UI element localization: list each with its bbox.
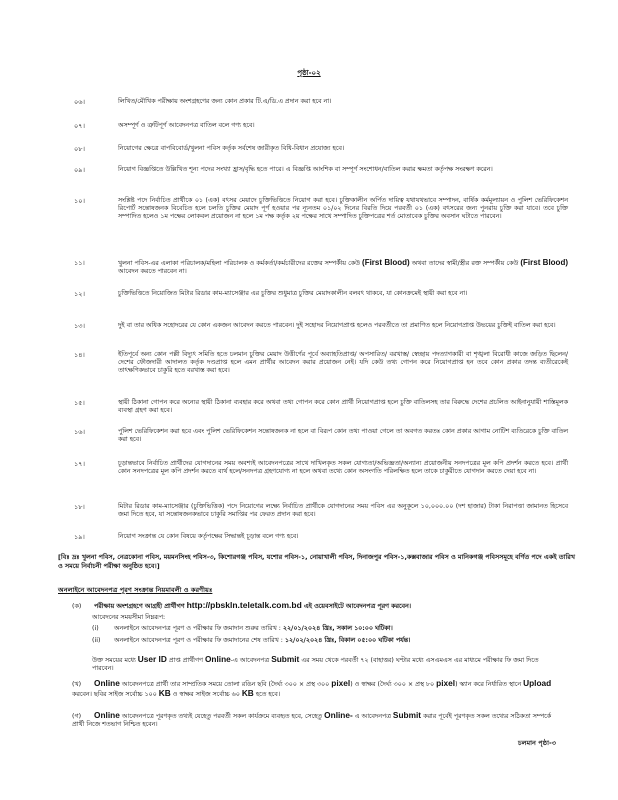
rule-ga bbox=[72, 711, 564, 729]
item-text: স্থায়ী ঠিকানা গোপন করে অন্যের স্থায়ী ঠিকানা ব্যবহার করে অথবা তথ্য গোপন করে কোন প্রার্থী নিয়োগপ্রাপ্ত হলে চুক্তি বাতিলসহ তার বিরুদ্ধে দেশের প্রচলিত আইনানুযায়ী শাস্তিমূলক ব্যবস্থা গ্রহণ করা হবে। bbox=[118, 399, 568, 415]
item-number: ১৮। bbox=[74, 503, 85, 511]
item-text: চুক্তিভিত্তিতে নিয়োজিত মিটার রিডার কাম-ম্যাসেঞ্জার এর চুক্তির শুধুমাত্র চুক্তির মেয়াদকালীন বলবৎ থাকবে, যা কোনক্রমেই স্থায়ী করা হবে না। bbox=[118, 290, 468, 297]
page-number: পৃষ্ঠা-০২ bbox=[297, 69, 321, 77]
rule-text: ও স্বাক্ষর সাইজ সর্বোচ্চ ৬০ bbox=[172, 691, 240, 699]
rule-text: ) ও স্বাক্ষর (দৈর্ঘ্য ৩০০ × প্রস্থ ৮০ bbox=[350, 681, 435, 688]
item-number: ০৮। bbox=[74, 145, 85, 153]
rule-label: (গ) bbox=[72, 713, 82, 720]
item-text: দুই বা তার অধিক সহোদরের যে কোন একজন আবেদন করতে পারবেন। দুই সহোদর নিয়োগপ্রাপ্ত হলেও পরবর্তীতে তা প্রমাণিত হলে নিয়োগপ্রাপ্ত উভয়ের চুক্তিই বাতিল করা হবে। bbox=[118, 322, 556, 329]
rule-text: ) স্ক্যান করে নির্ধারিত স্থানে bbox=[455, 681, 522, 688]
submit-label: Submit bbox=[392, 710, 422, 720]
item-number: ১৬। bbox=[74, 428, 85, 436]
item-text: অসম্পূর্ণ ও ত্রুটিপূর্ণ আবেদনপত্র বাতিল বলে গণ্য হবে। bbox=[118, 122, 255, 129]
item-number: ০৭। bbox=[74, 122, 85, 130]
rule-text: এর সময় থেকে পরবর্তী ৭২ (বাহাত্তর) ঘণ্টার মধ্যে এসএমএস এর মাধ্যমে পরীক্ষার ফি জমা দিতে পারবেন। bbox=[92, 657, 539, 673]
item-text-part: খুলনা পবিস-এর এলাকা পরিচালক/মহিলা পরিচালক ও কর্মকর্তা/কর্মচারীদের রক্তের সম্পর্কীয় কেউ bbox=[118, 260, 360, 267]
rule-text: আবেদনপত্রে প্রার্থী তার সাম্প্রতিক সময়ে তোলা রঙিন ছবি (দৈর্ঘ্য ৩০০ × প্রস্থ ৩০০ bbox=[121, 681, 330, 688]
rule-text: হতে হবে। bbox=[255, 691, 280, 699]
item-text: সংশ্লিষ্ট পদে নির্বাচিত প্রার্থীকে ০১ (এক) বৎসর মেয়াদে চুক্তিভিত্তিতে নিয়োগ করা হবে। চুক্তিকালীন অর্পিত দায়িত্ব যথাযথভাবে সম্পাদন, বার্ষিক কর্মমূল্যায়ন ও পুলিশ ভেরিফিকেশন রিপোর্ট সন্তোষজনক বিবেচিত হলে চলতি চুক্তির মেয়াদ পূর্ণ হওয়ার পর ন্যূনতম ০১/০২ দিনের বিরতি দিয়ে পরবর্তী ০১ (এক) বৎসরের জন্য পুনরায় চুক্তি করা যাবে। তবে চুক্তি সম্পাদিত হলেও ১ম পক্ষের লোকবল প্রয়োজন না হলে ১ম পক্ষ কর্তৃক ২য় পক্ষের সাথে সম্পাদিত চুক্তিপত্রের শর্ত মোতাবেক চুক্তির অবসান ঘটাতে পারবেন। bbox=[118, 197, 568, 221]
online-label: Online- bbox=[324, 710, 353, 720]
rule-label: (ক) bbox=[72, 603, 82, 610]
rule-text: -এ আবেদনপত্র bbox=[230, 657, 270, 664]
upload-label: Upload bbox=[523, 678, 552, 688]
pixel-label: pixel bbox=[331, 678, 351, 688]
item-text: মিটার রিডার কাম-ম্যাসেঞ্জার (চুক্তিভিত্তিক) পদে নিয়োগের লক্ষ্যে নির্বাচিত প্রার্থীকে যোগদানের সময় পবিস এর অনুকূলে ১০,০০০.০০ (দশ হাজার) টাকা নিরাপত্তা জামানত হিসেবে জমা দিতে হবে, যা সন্তোষজনকভাবে চাকুরি সমাপ্তির পর ফেরত প্রদান করা হবে। bbox=[118, 503, 568, 519]
rule-label: (খ) bbox=[72, 681, 82, 688]
item-text: লিখিত/মৌখিক পরীক্ষায় অংশগ্রহণের জন্য কোন প্রকার টি.এ/ডি.এ প্রদান করা হবে না। bbox=[118, 98, 332, 105]
rule-text: পরীক্ষায় অংশগ্রহণে আগ্রহী প্রার্থীগণ bbox=[94, 603, 185, 610]
schedule-date: ১২/০২/২০২৪ খ্রিঃ, বিকাল ০৫:০০ ঘটিকা পর্যন্ত। bbox=[284, 637, 411, 644]
schedule-heading: আবেদনের সময়সীমা নিম্নরূপ: bbox=[92, 614, 166, 621]
rule-ka-note bbox=[92, 655, 562, 673]
rule-kha bbox=[72, 679, 564, 699]
item-text: ইতিপূর্বে অন্য কোন পল্লী বিদ্যুৎ সমিতি হতে চলমান চুক্তির মেয়াদ উত্তীর্ণের পূর্বে অব্যাহতিপ্রাপ্ত/ অপসারিত/ বরখাস্ত/ স্বেচ্ছায় পদত্যাগকারী বা শৃঙ্খলা বিরোধী কাজে জড়িত ছিলেন/দেশের ফৌজদারী আদালত কর্তৃক দণ্ডপ্রাপ্ত হলে এমন প্রার্থীর আবেদন করার প্রয়োজন নেই। যদি কেউ তথ্য গোপন করে নিয়োগপ্রাপ্ত হন তবে কোন প্রকার তদন্ত ব্যতীরেকেই তাৎক্ষণিকভাবে চাকুরি হতে বরখাস্ত করা হবে। bbox=[118, 351, 568, 375]
item-number: ১২। bbox=[74, 290, 85, 298]
rule-text: আবেদনপত্রে পূরণকৃত তথ্যই যেহেতু পরবর্তী সকল কার্যক্রমে ব্যবহৃত হবে, সেহেতু bbox=[121, 713, 323, 720]
continued-page-marker: চলমান পৃষ্ঠা-৩ bbox=[518, 739, 556, 747]
schedule-text: অনলাইনে আবেদনপত্র পূরণ ও পরীক্ষার ফি জমাদানের শেষ তারিখ : bbox=[114, 637, 283, 644]
schedule-row bbox=[92, 637, 592, 645]
item-text: নিয়োগ সংক্রান্ত যে কোন বিষয়ে কর্তৃপক্ষের সিদ্ধান্তই চূড়ান্ত বলে গণ্য হবে। bbox=[118, 533, 299, 540]
item-number: ১৯। bbox=[74, 533, 85, 541]
application-rules-heading: অনলাইনে আবেদনপত্র পূরণ সংক্রান্ত নিয়মাবলী ও করণীয়ঃ bbox=[58, 586, 213, 594]
item-text: নিয়োগ বিজ্ঞপ্তিতে উল্লিখিত শূন্য পদের সংখ্যা হ্রাস/বৃদ্ধি হতে পারে। এ বিজ্ঞপ্তি আংশিক বা সম্পূর্ণ সংশোধন/বাতিল করার ক্ষমতা কর্তৃপক্ষ সংরক্ষণ করেন। bbox=[118, 166, 493, 173]
item-text-part: অথবা তাদের স্বামী/স্ত্রীর রক্ত সম্পর্কীয় কেউ bbox=[411, 260, 519, 267]
item-text: নিয়োগের ক্ষেত্রে বাপবিবোর্ড/খুলনা পবিস কর্তৃক সর্বশেষ জারীকৃত বিধি-বিধান প্রযোজ্য হবে। bbox=[118, 145, 345, 152]
item-number: ০৬। bbox=[74, 98, 85, 106]
schedule-label: (i) bbox=[92, 625, 99, 632]
kb-label: KB bbox=[241, 688, 254, 699]
submit-label: Submit bbox=[271, 654, 300, 664]
item-number: ১৭। bbox=[74, 460, 85, 468]
online-label: Online bbox=[94, 710, 120, 720]
item-text: পুলিশ ভেরিফিকেশন করা হবে এবং পুলিশ ভেরিফিকেশন সন্তোষজনক না হলে বা বিরূপ কোন তথ্য পাওয়া গেলে তা অবগত করতঃ কোন প্রকার আগাম নোটিশ ব্যতিরেকে চুক্তি বাতিল করা হবে। bbox=[118, 428, 568, 444]
item-text: চূড়ান্তভাবে নির্বাচিত প্রার্থীদের যোগদানের সময় অবশ্যই আবেদনপত্রের সাথে দাখিলকৃত সকল যোগ্যতা/অভিজ্ঞতা/অন্যান্য প্রয়োজনীয় সনদপত্রের মূল কপি প্রদর্শন করতে হবে। প্রার্থী কোন সনদপত্রের মূল কপি প্রদর্শন করতে ব্যর্থ হলে/সনদপত্র গ্রহণযোগ্য না হলে অথবা তথ্যে কোন অসংগতি পরিলক্ষিত হলে তাকে চাকুরীতে যোগদান করতে দেয়া হবে না। bbox=[118, 460, 568, 476]
first-blood-label: (First Blood) bbox=[362, 258, 410, 267]
rule-text: এ আবেদনপত্র bbox=[354, 713, 391, 720]
rule-text: করার পূর্বেই পূরণকৃত সকল তথ্যের সঠিকতা সম্পর্কে প্রার্থী নিজে শতভাগ নিশ্চিত হবেন। bbox=[72, 713, 552, 729]
item-text-part: আবেদন করতে পারবেন না। bbox=[118, 268, 187, 276]
schedule-label: (ii) bbox=[92, 637, 101, 644]
rule-text: উক্ত সময়ের মধ্যে bbox=[92, 657, 136, 664]
exam-notice: [বিঃ দ্রঃ খুলনা পবিস, নেত্রকোনা পবিস, ময়মনসিংহ পবিস-৩, কিশোরগঞ্জ পবিস, যশোর পবিস-১, নোয়াখালী পবিস, দিনাজপুর পবিস-১,কক্সবাজার পবিস ও মানিকগঞ্জ পবিসসমূহে বর্ণিত পদে একই তারিখ ও সময়ে নির্বাচনী পরীক্ষা অনুষ্ঠিত হবে।] bbox=[58, 553, 575, 570]
item-number: ০৯। bbox=[74, 166, 85, 174]
pixel-label: pixel bbox=[436, 678, 456, 688]
item-number: ১৫। bbox=[74, 399, 85, 407]
item-number: ১৩। bbox=[74, 322, 85, 330]
online-label: Online bbox=[204, 654, 231, 664]
rule-ka bbox=[72, 601, 572, 611]
application-website-link[interactable]: http://pbskln.teletalk.com.bd bbox=[186, 600, 302, 610]
rule-text: এই ওয়েবসাইটে আবেদনপত্র পূরণ করবেন। bbox=[303, 603, 412, 610]
schedule-date: ২২/০১/২০২৪ খ্রিঃ, সকাল ১০:০০ ঘটিকা। bbox=[282, 625, 393, 632]
user-id-label: User ID bbox=[137, 654, 167, 664]
item-number: ১১। bbox=[74, 259, 85, 267]
schedule-text: অনলাইনে আবেদনপত্র পূরণ ও পরীক্ষার ফি জমাদান শুরুর তারিখ : bbox=[114, 625, 281, 632]
rule-text: করবেন। ছবির সাইজ সর্বোচ্চ ১০০ bbox=[72, 691, 157, 699]
item-number: ১০। bbox=[74, 197, 85, 205]
rule-text: প্রাপ্ত প্রার্থীগণ bbox=[168, 657, 203, 664]
item-number: ১৪। bbox=[74, 351, 85, 359]
kb-label: KB bbox=[158, 688, 171, 699]
item-text bbox=[118, 259, 568, 276]
first-blood-label: (First Blood) bbox=[520, 258, 568, 267]
schedule-row bbox=[92, 625, 592, 633]
online-label: Online bbox=[94, 678, 120, 688]
